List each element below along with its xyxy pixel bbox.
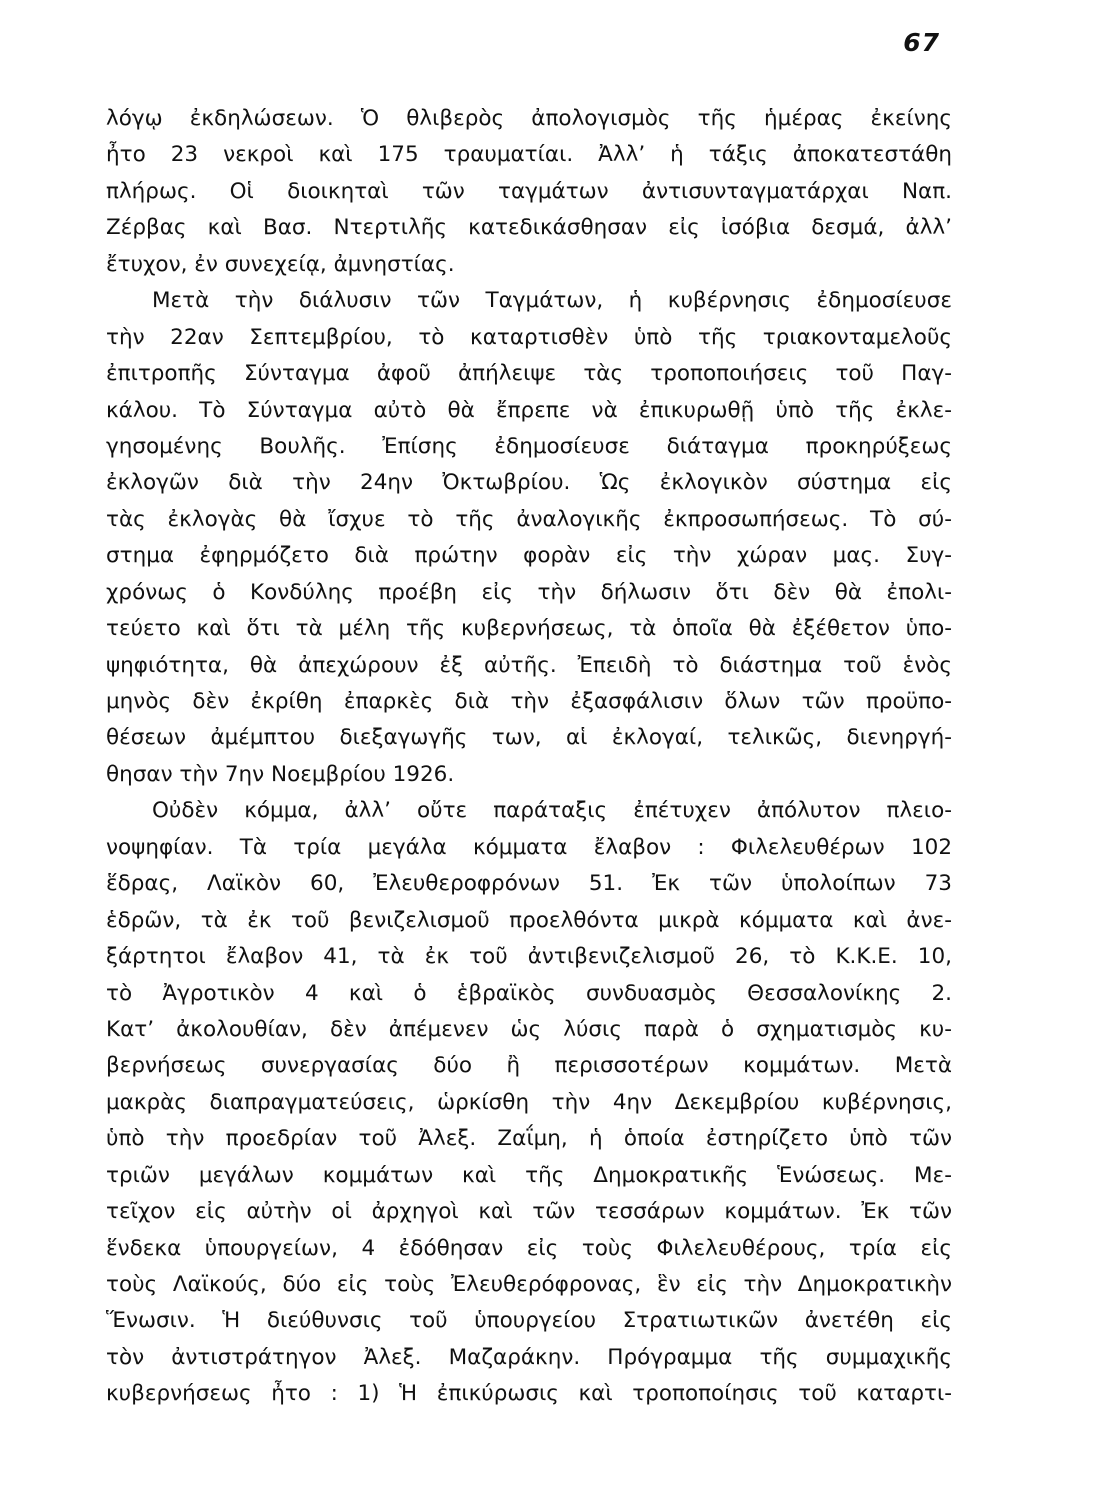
text-line: ἑδρῶν, τὰ ἐκ τοῦ βενιζελισμοῦ προελθόντα μικρὰ κόμματα καὶ ἀνε- bbox=[106, 907, 952, 933]
page-number: 67 bbox=[903, 28, 940, 57]
text-line: Κατ’ ἀκολουθίαν, δὲν ἀπέμενεν ὡς λύσις παρὰ ὁ σχηματισμὸς κυ- bbox=[106, 1016, 952, 1042]
text-line: στημα ἐφηρμόζετο διὰ πρώτην φορὰν εἰς τὴν χώραν μας. Συγ- bbox=[106, 543, 952, 569]
text-line: πλήρως. Οἱ διοικηταὶ τῶν ταγμάτων ἀντισυνταγματάρχαι Ναπ. bbox=[106, 178, 952, 204]
text-line: ὑπὸ τὴν προεδρίαν τοῦ Ἀλεξ. Ζαΐμη, ἡ ὁποία ἐστηρίζετο ὑπὸ τῶν bbox=[106, 1126, 952, 1152]
text-line: γησομένης Βουλῆς. Ἐπίσης ἐδημοσίευσε διάταγμα προκηρύξεως bbox=[106, 433, 952, 459]
page-text bbox=[106, 101, 952, 1413]
text-line: τριῶν μεγάλων κομμάτων καὶ τῆς Δημοκρατικῆς Ἑνώσεως. Με- bbox=[106, 1162, 952, 1188]
text-line: Οὐδὲν κόμμα, ἀλλ’ οὔτε παράταξις ἐπέτυχεν ἀπόλυτον πλειο- bbox=[152, 798, 952, 824]
text-line: ἕνδεκα ὑπουργείων, 4 ἐδόθησαν εἰς τοὺς Φιλελευθέρους, τρία εἰς bbox=[106, 1235, 952, 1261]
text-line: τὸν ἀντιστράτηγον Ἀλεξ. Μαζαράκην. Πρόγραμμα τῆς συμμαχικῆς bbox=[106, 1344, 952, 1370]
text-line: τοὺς Λαϊκούς, δύο εἰς τοὺς Ἐλευθερόφρονας, ἓν εἰς τὴν Δημοκρατικὴν bbox=[106, 1272, 952, 1297]
text-line: θέσεων ἀμέμπτου διεξαγωγῆς των, αἱ ἐκλογαί, τελικῶς, διενηργή- bbox=[106, 725, 952, 751]
text-line: νοψηφίαν. Τὰ τρία μεγάλα κόμματα ἔλαβον : Φιλελευθέρων 102 bbox=[106, 834, 952, 860]
text-line: τεύετο καὶ ὅτι τὰ μέλη τῆς κυβερνήσεως, τὰ ὁποῖα θὰ ἐξέθετον ὑπο- bbox=[106, 616, 952, 642]
text-line: μακρὰς διαπραγματεύσεις, ὡρκίσθη τὴν 4ην Δεκεμβρίου κυβέρνησις, bbox=[106, 1089, 952, 1115]
text-line: βερνήσεως συνεργασίας δύο ἢ περισσοτέρων κομμάτων. Μετὰ bbox=[106, 1053, 952, 1079]
text-line: τὴν 22αν Σεπτεμβρίου, τὸ καταρτισθὲν ὑπὸ τῆς τριακονταμελοῦς bbox=[106, 324, 952, 350]
text-line: θησαν τὴν 7ην Νοεμβρίου 1926. bbox=[106, 761, 455, 787]
text-line: κάλου. Τὸ Σύνταγμα αὐτὸ θὰ ἔπρεπε νὰ ἐπικυρωθῇ ὑπὸ τῆς ἐκλε- bbox=[106, 397, 952, 423]
text-line: ἐπιτροπῆς Σύνταγμα ἀφοῦ ἀπήλειψε τὰς τροποποιήσεις τοῦ Παγ- bbox=[106, 361, 952, 387]
text-line: ἐκλογῶν διὰ τὴν 24ην Ὀκτωβρίου. Ὡς ἐκλογικὸν σύστημα εἰς bbox=[106, 470, 952, 496]
text-line: κυβερνήσεως ἦτο : 1) Ἡ ἐπικύρωσις καὶ τροποποίησις τοῦ καταρτι- bbox=[106, 1381, 952, 1407]
text-line: τὸ Ἀγροτικὸν 4 καὶ ὁ ἑβραϊκὸς συνδυασμὸς Θεσσαλονίκης 2. bbox=[106, 980, 952, 1006]
text-line: ψηφιότητα, θὰ ἀπεχώρουν ἐξ αὐτῆς. Ἐπειδὴ τὸ διάστημα τοῦ ἑνὸς bbox=[106, 652, 952, 678]
text-line: Μετὰ τὴν διάλυσιν τῶν Ταγμάτων, ἡ κυβέρνησις ἐδημοσίευσε bbox=[152, 288, 952, 314]
text-line: Ζέρβας καὶ Βασ. Ντερτιλῆς κατεδικάσθησαν εἰς ἰσόβια δεσμά, ἀλλ’ bbox=[106, 215, 952, 241]
text-line: λόγῳ ἐκδηλώσεων. Ὁ θλιβερὸς ἀπολογισμὸς τῆς ἡμέρας ἐκείνης bbox=[106, 106, 952, 131]
text-line: τὰς ἐκλογὰς θὰ ἴσχυε τὸ τῆς ἀναλογικῆς ἐκπροσωπήσεως. Τὸ σύ- bbox=[106, 506, 952, 532]
text-line: τεῖχον εἰς αὐτὴν οἱ ἀρχηγοὶ καὶ τῶν τεσσάρων κομμάτων. Ἐκ τῶν bbox=[106, 1199, 952, 1225]
text-line: ἦτο 23 νεκροὶ καὶ 175 τραυματίαι. Ἀλλ’ ἡ τάξις ἀποκατεστάθη bbox=[106, 142, 952, 168]
text-line: ἔτυχον, ἐν συνεχείᾳ, ἀμνηστίας. bbox=[106, 251, 455, 277]
text-line: ξάρτητοι ἔλαβον 41, τὰ ἐκ τοῦ ἀντιβενιζελισμοῦ 26, τὸ Κ.Κ.Ε. 10, bbox=[106, 944, 952, 970]
text-line: Ἕνωσιν. Ἡ διεύθυνσις τοῦ ὑπουργείου Στρατιωτικῶν ἀνετέθη εἰς bbox=[106, 1308, 952, 1334]
text-line: ἕδρας, Λαϊκὸν 60, Ἐλευθεροφρόνων 51. Ἐκ τῶν ὑπολοίπων 73 bbox=[106, 871, 952, 897]
text-line: μηνὸς δὲν ἐκρίθη ἐπαρκὲς διὰ τὴν ἐξασφάλισιν ὅλων τῶν προϋπο- bbox=[106, 689, 952, 714]
text-line: χρόνως ὁ Κονδύλης προέβη εἰς τὴν δήλωσιν ὅτι δὲν θὰ ἐπολι- bbox=[106, 579, 952, 605]
